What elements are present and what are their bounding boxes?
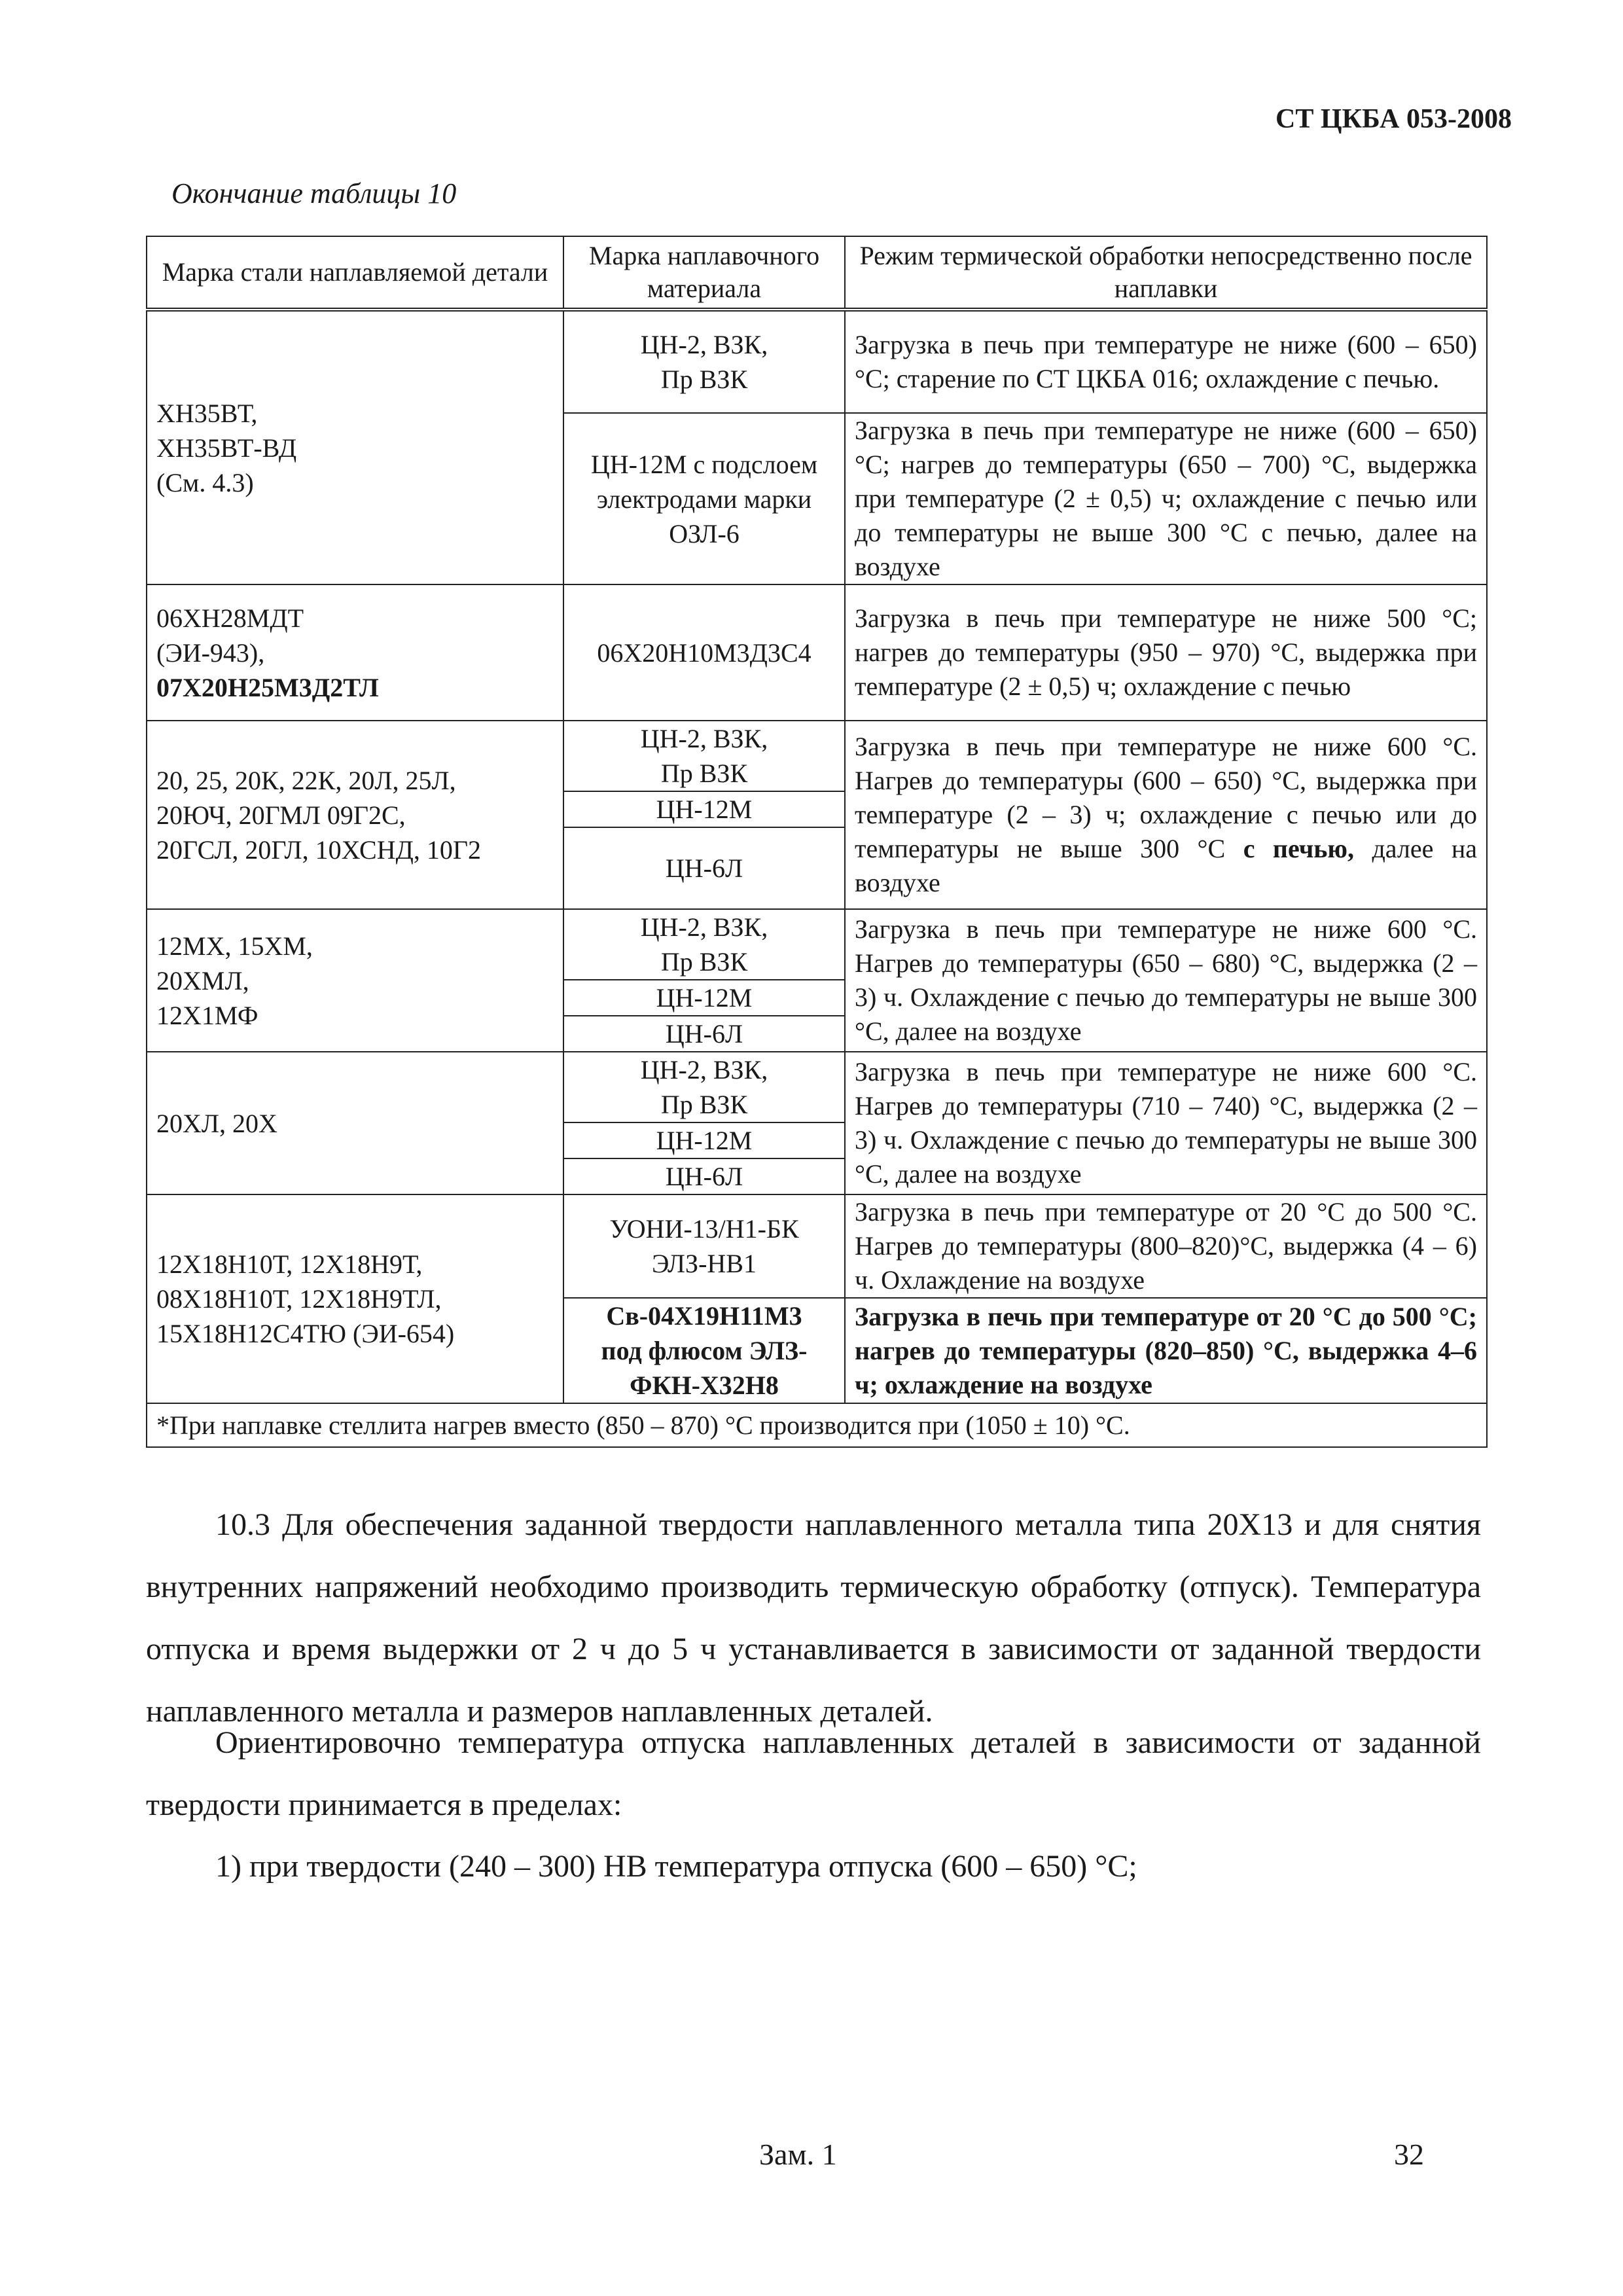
steel-cell <box>147 909 563 1052</box>
material-cell: 06Х20Н10М3Д3С4 <box>563 584 845 721</box>
header-material: Марка наплавочного материала <box>563 236 845 310</box>
material-cell: ЦН-6Л <box>563 1158 845 1194</box>
mode-cell: Загрузка в печь при температуре от 20 °С до 500 °С; нагрев до температуры (820–850) °С, выдержка 4–6 ч; охлаждение на воздухе <box>845 1298 1487 1403</box>
steel-line: 20ГСЛ, 20ГЛ, 10ХСНД, 10Г2 <box>156 834 481 865</box>
material-line: ОЗЛ-6 <box>669 518 740 548</box>
paragraph-10-3: 10.3 Для обеспечения заданной твердости наплавленного металла типа 20Х13 и для снятия внутренних напряжений необходимо производить термическую обработку (отпуск). Температура отпуска и время выдержки от 2 ч до 5 ч устанавливается в зависимости от заданной твердости наплавленного металла и размеров наплавленных деталей. <box>146 1507 1481 1729</box>
material-line: ЦН-12М с подслоем <box>590 449 818 479</box>
steel-line: ХН35ВТ-ВД <box>156 433 297 463</box>
material-line: электродами марки <box>596 484 812 514</box>
mode-cell: Загрузка в печь при температуре не ниже 600 °С. Нагрев до температуры (710 – 740) °С, выдержка (2 – 3) ч. Охлаждение с печью до температуры не выше 300 °С, далее на воздухе <box>845 1052 1487 1194</box>
table-row <box>147 721 1487 791</box>
material-cell <box>563 721 845 791</box>
steel-cell <box>147 310 563 584</box>
material-cell: ЦН-12М <box>563 980 845 1016</box>
mode-cell: Загрузка в печь при температуре не ниже (600 – 650) °С; старение по СТ ЦКБА 016; охлаждение с печью. <box>845 310 1487 413</box>
steel-line-bold: 07Х20Н25М3Д2ТЛ <box>156 672 379 702</box>
mode-cell: Загрузка в печь при температуре от 20 °С до 500 °С. Нагрев до температуры (800–820)°С, выдержка (4 – 6) ч. Охлаждение на воздухе <box>845 1194 1487 1298</box>
steel-cell: 20ХЛ, 20Х <box>147 1052 563 1194</box>
header-mode: Режим термической обработки непосредственно после наплавки <box>845 236 1487 310</box>
table-10 <box>146 236 1488 1448</box>
table-row <box>147 310 1487 413</box>
material-line: Пр ВЗК <box>660 365 748 394</box>
material-cell <box>563 310 845 413</box>
steel-line: 20ЮЧ, 20ГМЛ 09Г2С, <box>156 800 406 830</box>
table-note-row <box>147 1403 1487 1447</box>
mode-cell <box>845 721 1487 909</box>
header-steel: Марка стали наплавляемой детали <box>147 236 563 310</box>
table-header-row <box>147 236 1487 310</box>
steel-line: 06ХН28МДТ <box>156 603 304 633</box>
material-line: ФКН-Х32Н8 <box>630 1371 779 1400</box>
material-line: ЦН-2, ВЗК, <box>640 1055 768 1085</box>
material-cell <box>563 1298 845 1403</box>
steel-line: 12Х18Н10Т, 12Х18Н9Т, <box>156 1249 423 1279</box>
mode-text: далее на воздухе <box>855 834 1477 897</box>
steel-line: 12Х1МФ <box>156 1000 259 1030</box>
steel-cell <box>147 584 563 721</box>
mode-text: Загрузка в печь при температуре не ниже 600 °С. Нагрев до температуры (600 – 650) °С, выдержка при температуре (2 – 3) ч; охлаждение с печью или до температуры не выше 300 °С <box>855 732 1477 863</box>
steel-cell <box>147 721 563 909</box>
material-line: под флюсом ЭЛЗ- <box>601 1336 808 1365</box>
steel-line: (См. 4.3) <box>156 467 254 497</box>
mode-cell: Загрузка в печь при температуре не ниже 600 °С. Нагрев до температуры (650 – 680) °С, выдержка (2 – 3) ч. Охлаждение с печью до температуры не выше 300 °С, далее на воздухе <box>845 909 1487 1052</box>
material-cell: ЦН-12М <box>563 1122 845 1158</box>
steel-line: (ЭИ-943), <box>156 637 265 668</box>
material-line: Пр ВЗК <box>660 759 748 788</box>
table-row <box>147 1052 1487 1122</box>
steel-line: ХН35ВТ, <box>156 398 258 428</box>
mode-cell: Загрузка в печь при температуре не ниже 500 °С; нагрев до температуры (950 – 970) °С, выдержка при температуре (2 ± 0,5) ч; охлаждение с печью <box>845 584 1487 721</box>
table-row <box>147 584 1487 721</box>
steel-line: 20ХМЛ, <box>156 965 249 996</box>
material-line: ЦН-2, ВЗК, <box>640 912 768 942</box>
table-row <box>147 909 1487 980</box>
material-line: Св-04Х19Н11М3 <box>606 1301 802 1331</box>
table-caption: Окончание таблицы 10 <box>171 177 457 209</box>
page-number: 32 <box>1394 2138 1424 2171</box>
material-cell <box>563 1052 845 1122</box>
mode-text-bold: с печью, <box>1243 834 1354 863</box>
document-code: СТ ЦКБА 053-2008 <box>1275 104 1512 134</box>
material-line: ЭЛЗ-НВ1 <box>652 1249 757 1278</box>
material-line: ЦН-2, ВЗК, <box>640 724 768 753</box>
material-line: УОНИ-13/Н1-БК <box>609 1214 799 1244</box>
revision-label: Зам. 1 <box>759 2138 837 2171</box>
steel-line: 20, 25, 20К, 22К, 20Л, 25Л, <box>156 765 456 795</box>
material-line: Пр ВЗК <box>660 1090 748 1119</box>
material-cell <box>563 909 845 980</box>
list-item-1: 1) при твердости (240 – 300) НВ температура отпуска (600 – 650) °С; <box>215 1849 1137 1884</box>
material-line: Пр ВЗК <box>660 947 748 977</box>
material-cell <box>563 413 845 584</box>
material-cell: ЦН-12М <box>563 791 845 827</box>
material-cell: ЦН-6Л <box>563 1016 845 1052</box>
mode-cell: Загрузка в печь при температуре не ниже (600 – 650) °С; нагрев до температуры (650 – 700) °С, выдержка при температуре (2 ± 0,5) ч; охлаждение с печью или до температуры не выше 300 °С с печью, далее на воздухе <box>845 413 1487 584</box>
steel-cell <box>147 1194 563 1403</box>
paragraph-orientation: Ориентировочно температура отпуска наплавленных деталей в зависимости от заданной твердости принимается в пределах: <box>146 1725 1481 1822</box>
steel-line: 12МХ, 15ХМ, <box>156 931 313 961</box>
table-note: *При наплавке стеллита нагрев вместо (850 – 870) °С производится при (1050 ± 10) °С. <box>147 1403 1487 1447</box>
steel-line: 08Х18Н10Т, 12Х18Н9ТЛ, <box>156 1284 442 1314</box>
material-line: ЦН-2, ВЗК, <box>640 330 768 359</box>
steel-line: 15Х18Н12С4ТЮ (ЭИ-654) <box>156 1319 455 1348</box>
table-row <box>147 1194 1487 1298</box>
material-cell: ЦН-6Л <box>563 827 845 909</box>
material-cell <box>563 1194 845 1298</box>
